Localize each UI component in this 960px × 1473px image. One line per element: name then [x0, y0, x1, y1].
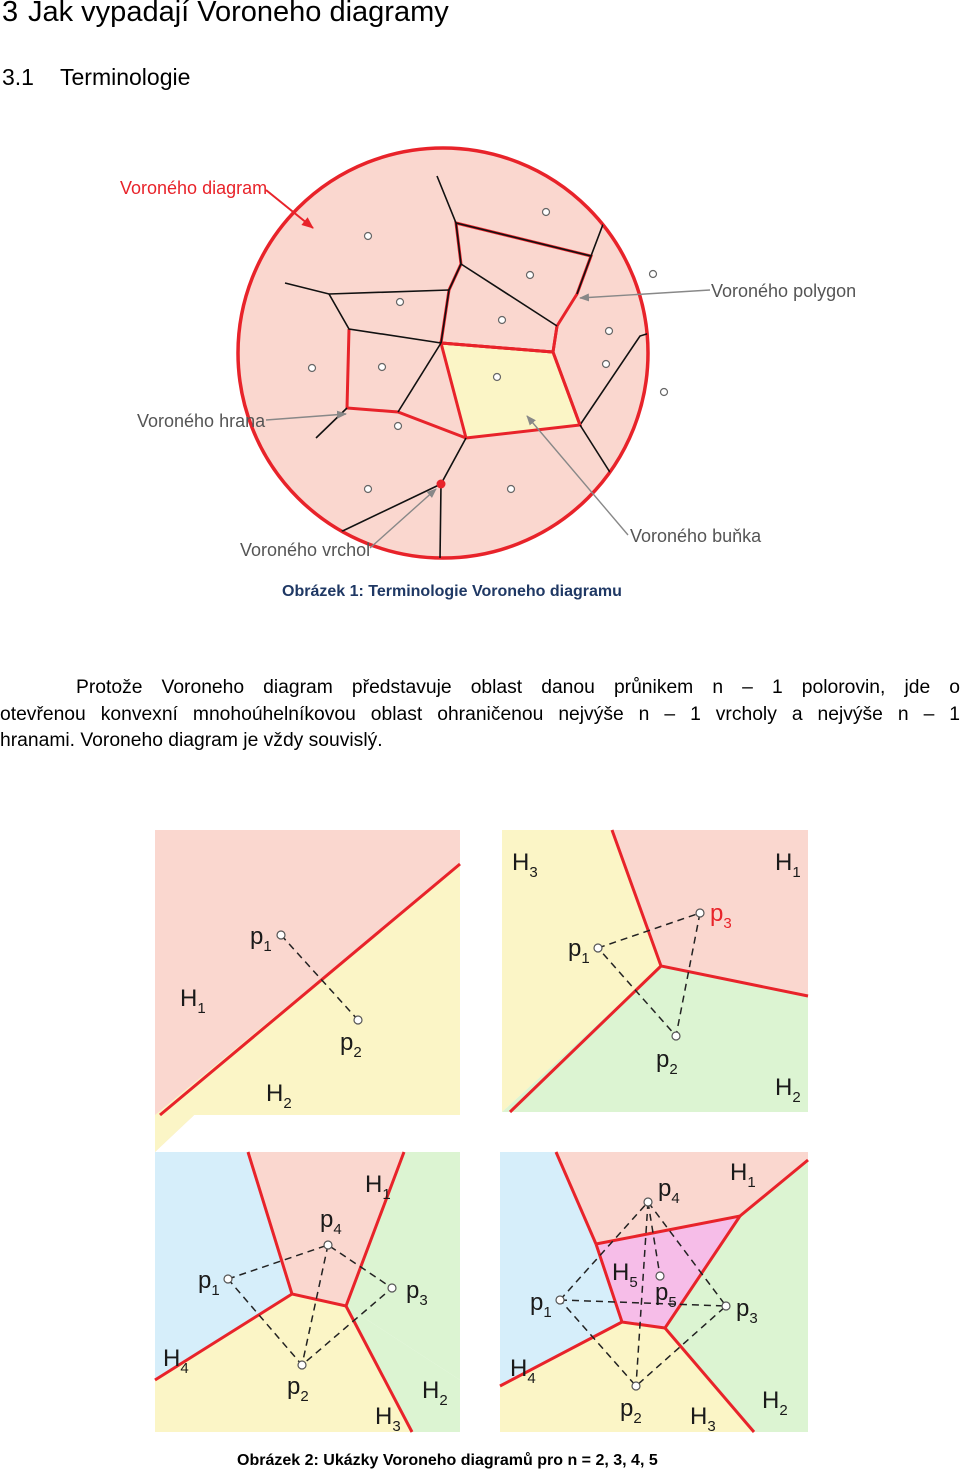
panel-n2: [155, 830, 460, 1152]
point-label: $p_4$: [320, 1206, 342, 1238]
region-label: $H_3$: [690, 1403, 716, 1435]
paragraph-line-1: Protože Voroneho diagram představuje oblast danou průnikem n – 1 polorovin, jde o: [76, 677, 960, 698]
figure-voronoi-terminology: [0, 0, 960, 570]
region-label: $H_2$: [422, 1377, 448, 1409]
figure-voronoi-examples: [0, 820, 960, 1460]
panel-n5: [500, 1152, 808, 1435]
label-voronoi-polygon: Voroného polygon: [711, 281, 857, 301]
point-label: $p_2$: [656, 1046, 678, 1078]
region-label: $H_1$: [180, 985, 206, 1017]
region-label: $H_4$: [510, 1355, 536, 1387]
voronoi-vertex-marker: [437, 480, 446, 489]
region-label: $H_4$: [163, 1345, 189, 1377]
panel-n4: [155, 1152, 460, 1435]
point-label: $p_1$: [530, 1289, 552, 1321]
region-label: $H_2$: [762, 1387, 788, 1419]
label-voronoi-edge: Voroného hrana: [137, 411, 266, 431]
region-label: $H_1$: [775, 849, 801, 881]
figure2-caption: Obrázek 2: Ukázky Voroneho diagramů pro n = 2, 3, 4, 5: [237, 1452, 658, 1469]
figure1-caption: Obrázek 1: Terminologie Voroneho diagramu: [282, 583, 622, 600]
label-voronoi-vertex: Voroného vrchol: [240, 540, 371, 560]
point-label: $p_3$: [406, 1277, 428, 1309]
region-label: $H_1$: [365, 1171, 391, 1203]
point-label: $p_2$: [620, 1395, 642, 1427]
point-label: $p_1$: [250, 923, 272, 955]
region-label: $H_3$: [375, 1403, 401, 1435]
region-label: $H_2$: [266, 1080, 292, 1112]
paragraph-line-2: otevřenou konvexní mnohoúhelníkovou oblast ohraničenou nejvýše n – 1 vrcholy a nejvýše n – 1: [0, 703, 960, 725]
paragraph-line-3: hranami. Voroneho diagram je vždy souvislý.: [0, 730, 383, 751]
subsection-title: Terminologie: [60, 64, 191, 90]
region-label: $H_5$: [612, 1259, 638, 1291]
point-label: $p_3$: [736, 1295, 758, 1327]
region-label: $H_2$: [775, 1074, 801, 1106]
point-label: $p_2$: [340, 1029, 362, 1061]
point-label: $p_5$: [655, 1279, 677, 1311]
point-label: $p_3$: [710, 900, 732, 932]
point-label: $p_2$: [287, 1373, 309, 1405]
section-title: Jak vypadají Voroneho diagramy: [28, 0, 449, 28]
region-label: $H_1$: [730, 1159, 756, 1191]
panel-n3: [502, 830, 808, 1112]
body-paragraph: [0, 675, 960, 755]
point-label: $p_1$: [568, 935, 590, 967]
label-voronoi-diagram: Voroného diagram: [120, 178, 268, 198]
label-voronoi-cell: Voroného buňka: [630, 526, 762, 546]
point-label: $p_1$: [198, 1267, 220, 1299]
region-label: $H_3$: [512, 849, 538, 881]
subsection-number: 3.1: [2, 64, 34, 90]
point-label: $p_4$: [658, 1175, 680, 1207]
section-number: 3: [2, 0, 19, 28]
